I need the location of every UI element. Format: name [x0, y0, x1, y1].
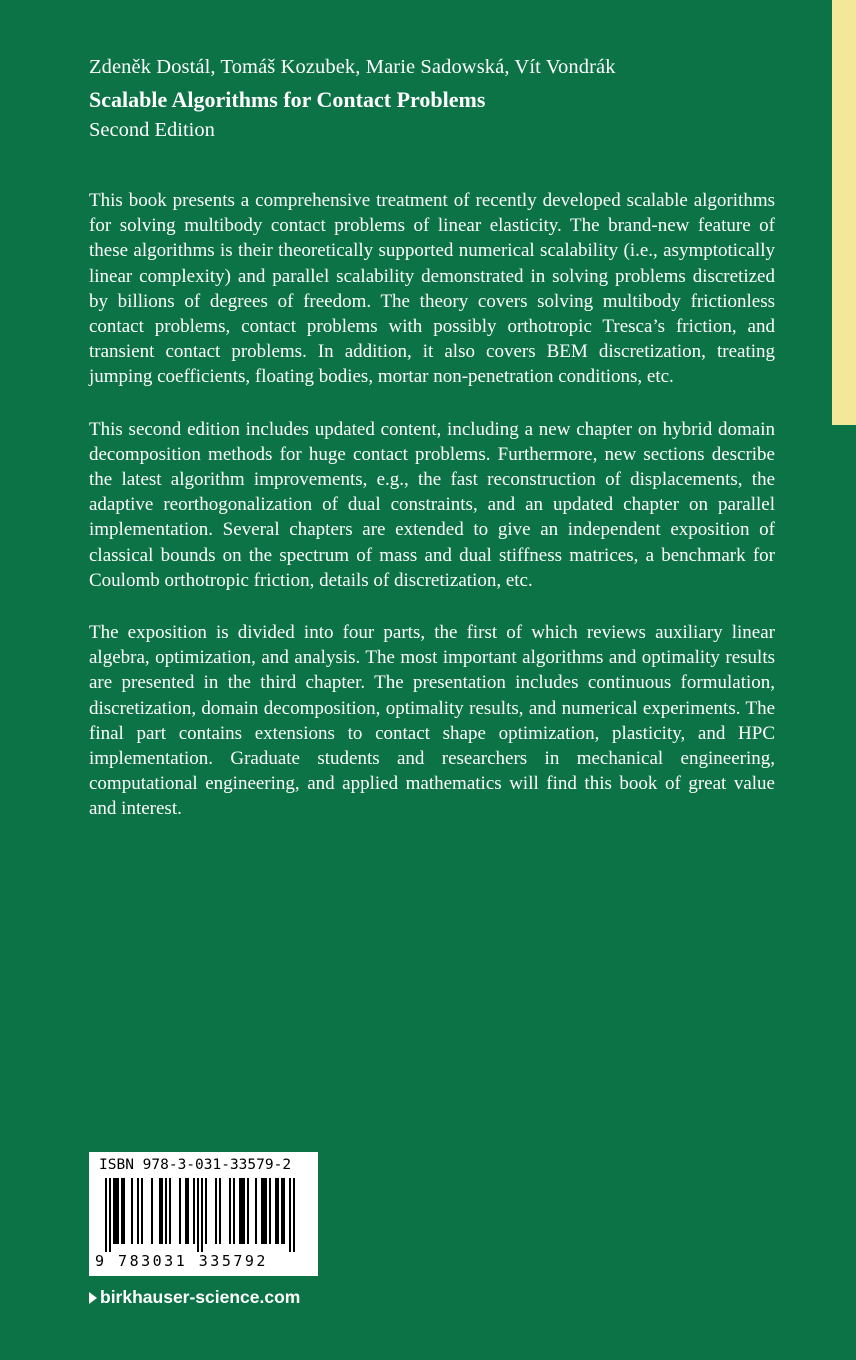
book-title: Scalable Algorithms for Contact Problems — [89, 87, 486, 112]
barcode-bar — [117, 1178, 119, 1244]
website-text: birkhauser-science.com — [100, 1287, 301, 1307]
barcode-bar — [261, 1178, 263, 1244]
barcode-bar — [179, 1178, 181, 1244]
barcode-bar — [265, 1178, 267, 1244]
barcode-bar — [277, 1178, 279, 1244]
barcode-bar — [193, 1178, 195, 1244]
barcode-bar — [165, 1178, 167, 1244]
barcode-bar — [219, 1178, 221, 1244]
blurb-paragraph-1: This book presents a comprehensive treatment of recently developed scalable algorithms for solving multibody contact problems of linear elasticity. The brand-new feature of these algorithms is their theoretically supported numerical scalability (i.e., asymptotically linear complexity) and parallel scalability demonstrated in solving problems discretized by billions of degrees of freedom. The theory covers solving multibody frictionless contact problems, contact problems with possibly orthotropic Tresca’s friction, and transient contact problems. In addition, it also covers BEM discretization, treating jumping coefficients, floating bodies, mortar non-penetration conditions, etc. — [89, 190, 775, 388]
isbn-label: ISBN 978-3-031-33579-2 — [99, 1157, 292, 1173]
barcode-bar — [283, 1178, 285, 1244]
barcode-bar — [243, 1178, 245, 1244]
barcode-bar — [205, 1178, 207, 1244]
authors: Zdeněk Dostál, Tomáš Kozubek, Marie Sadowská, Vít Vondrák — [89, 56, 616, 78]
blurb-paragraph-2: This second edition includes updated content, including a new chapter on hybrid domain decomposition methods for huge contact problems. Furthermore, new sections describe the latest algorithm improvements, e.g., the fast reconstruction of displacements, the adaptive reorthogonalization of dual constraints, and an updated chapter on parallel implementation. Several chapters are extended to give an independent exposition of classical bounds on the spectrum of mass and dual stiffness matrices, a benchmark for Coulomb orthotropic friction, details of discretization, etc. — [89, 418, 775, 591]
barcode-bar — [197, 1178, 199, 1252]
barcode-bar — [169, 1178, 171, 1244]
ean-digits: 9 783031 335792 — [95, 1252, 268, 1270]
barcode-bar — [255, 1178, 257, 1244]
barcode-bar — [131, 1178, 133, 1244]
barcode-bar — [233, 1178, 235, 1244]
barcode-bar — [241, 1178, 243, 1244]
blurb-paragraph-3: The exposition is divided into four parts, the first of which reviews auxiliary linear algebra, optimization, and analysis. The most important algorithms and optimality results are presented in the third chapter. The presentation includes continuous formulation, discretization, domain decomposition, optimality results, and numerical experiments. The final part contains extensions to contact shape optimization, plasticity, and HPC implementation. Graduate students and researchers in mechanical engineering, computational engineering, and applied mathematics will find this book of great value and interest. — [89, 622, 775, 820]
barcode-bar — [289, 1178, 291, 1252]
triangle-right-icon — [89, 1292, 97, 1304]
barcode-bar — [247, 1178, 249, 1244]
spine-stripe — [832, 0, 856, 425]
barcode-bar — [123, 1178, 125, 1244]
barcode-bar — [115, 1178, 117, 1244]
barcode-bar — [159, 1178, 161, 1244]
barcode-bar — [215, 1178, 217, 1244]
barcode-bar — [281, 1178, 283, 1244]
barcode-bar — [137, 1178, 139, 1244]
barcode-bar — [275, 1178, 277, 1244]
back-cover-blurb — [89, 188, 775, 849]
barcode-bar — [269, 1178, 271, 1244]
cover-header — [89, 54, 789, 143]
barcode-bar — [229, 1178, 231, 1244]
barcode-bar — [239, 1178, 241, 1244]
barcode-bar — [293, 1178, 295, 1252]
edition: Second Edition — [89, 119, 215, 141]
barcode-bar — [161, 1178, 163, 1244]
barcode-bar — [113, 1178, 115, 1244]
barcode-bar — [109, 1178, 111, 1252]
barcode-bar — [105, 1178, 107, 1252]
barcode-bar — [201, 1178, 203, 1252]
barcode-bar — [151, 1178, 153, 1244]
barcode-bar — [185, 1178, 187, 1244]
barcode-bar — [121, 1178, 123, 1244]
publisher-website[interactable] — [89, 1286, 300, 1308]
ean13-barcode-icon — [89, 1178, 318, 1252]
barcode-bar — [187, 1178, 189, 1244]
barcode-bar — [141, 1178, 143, 1244]
isbn-barcode — [89, 1152, 318, 1276]
barcode-bar — [263, 1178, 265, 1244]
